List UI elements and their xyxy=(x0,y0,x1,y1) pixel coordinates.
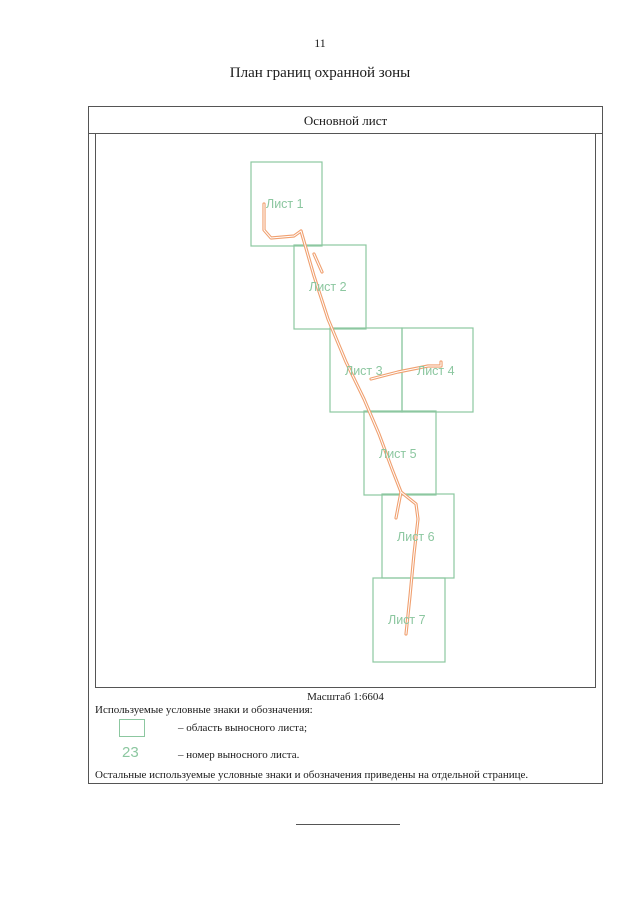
sheet-label-3: Лист 3 xyxy=(345,364,383,378)
legend-sheet-area-text: – область выносного листа; xyxy=(178,722,308,734)
sheet-frame xyxy=(88,106,603,784)
sheet-label-2: Лист 2 xyxy=(309,280,347,294)
sheet-label-6: Лист 6 xyxy=(397,530,435,544)
sheet-header: Основной лист xyxy=(89,107,602,134)
document-title: План границ охранной зоны xyxy=(229,65,411,81)
sheet-label-5: Лист 5 xyxy=(379,447,417,461)
legend-sheet-number-symbol: 23 xyxy=(122,744,139,761)
scale-label: Масштаб 1:6604 xyxy=(307,691,384,703)
bottom-divider xyxy=(296,824,400,825)
legend-footnote: Остальные используемые условные знаки и обозначения приведены на отдельной странице. xyxy=(95,769,529,781)
sheet-label-4: Лист 4 xyxy=(417,364,455,378)
legend-heading: Используемые условные знаки и обозначения: xyxy=(95,704,313,716)
legend-sheet-number-text: – номер выносного листа. xyxy=(178,749,300,761)
sheet-label-1: Лист 1 xyxy=(266,197,304,211)
map-area xyxy=(95,134,596,688)
page-number: 11 xyxy=(314,36,326,50)
legend-sheet-area-symbol xyxy=(119,719,145,737)
map-drawing xyxy=(96,134,597,688)
sheet-label-7: Лист 7 xyxy=(388,613,426,627)
